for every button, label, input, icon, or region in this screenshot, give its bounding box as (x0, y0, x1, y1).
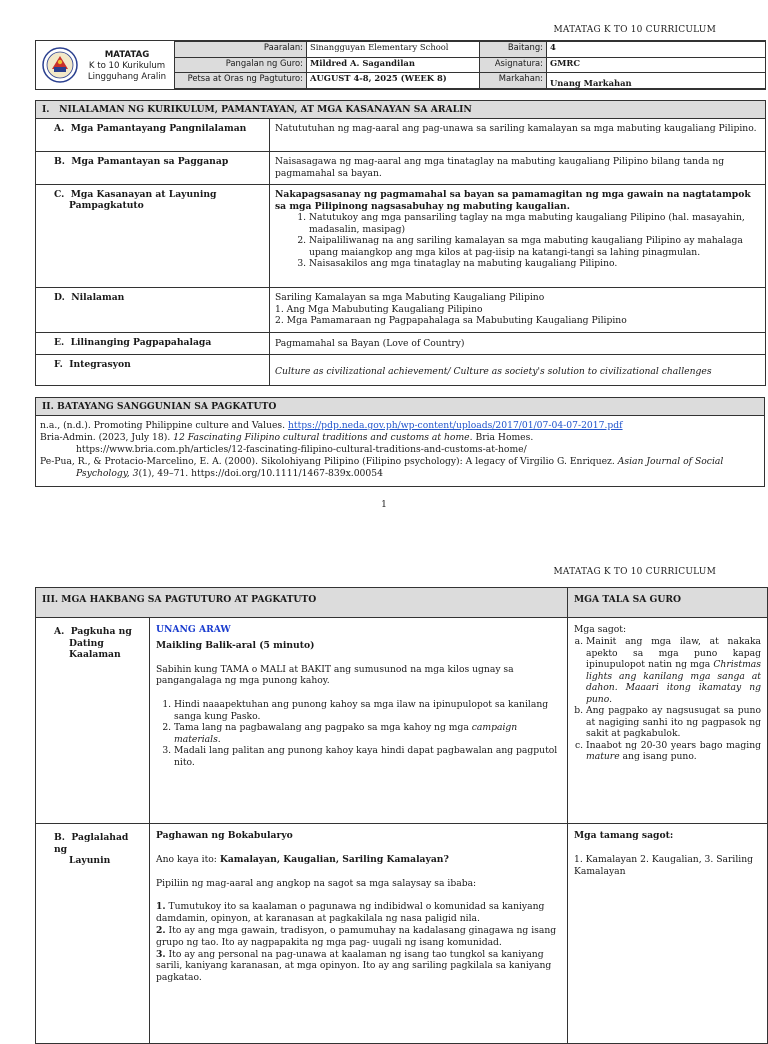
list-item: 2. Naipaliliwanag na ang sariling kamalayan sa mga mabuting kaugaliang Pilipino ay mahalaga upang maiangkop ang mga kilos at pag-iisip na katangi-tangi sa lahing pinagmulan. (309, 235, 760, 258)
ref1-text: n.a., (n.d.). Promoting Philippine culture and Values. (40, 420, 288, 431)
a-item2-tail: . (217, 733, 221, 745)
list-item (174, 722, 561, 745)
page-number: 1 (381, 500, 387, 510)
row-b-content (150, 824, 568, 1044)
a-activity: Maikling Balik-aral (5 minuto) (156, 639, 315, 651)
row-d-label: D. Nilalaman (36, 288, 270, 333)
a-note1-text: Mainit ang mga ilaw, at nakaka apekto sa mga puno kapag ipinupulopot natin ng mga (586, 636, 761, 670)
row-a-label: A. Mga Pamantayang Pangnilalaman (36, 119, 270, 152)
section-1-title: I. NILALAMAN NG KURIKULUM, PAMANTAYAN, AT MGA KASANAYAN SA ARALIN (36, 101, 766, 119)
b-item3-text: Ito ay ang personal na pag-unawa at kaalaman ng isang tao tungkol sa kaniyang sarili, kaniyang karanasan, at mga opinyon. Ito ay ang sariling pagkilala sa kaniyang pagkatao. (156, 948, 552, 984)
ref2-title: 12 Fascinating Filipino cultural traditions and customs at home (173, 432, 470, 443)
b-question-bold: Kamalayan, Kaugalian, Sariling Kamalayan? (219, 853, 449, 865)
row-c-label (36, 185, 270, 288)
b-notes-value: 1. Kamalayan 2. Kaugalian, 3. Sariling Kamalayan (574, 854, 754, 877)
row-e-label: E. Lilinanging Pagpapahalaga (36, 333, 270, 355)
notes-title: MGA TALA SA GURO (568, 588, 768, 618)
section-2-title: II. BATAYANG SANGGUNIAN SA PAGKATUTO (35, 397, 765, 416)
asignatura-value: GMRC (547, 57, 766, 73)
reference-1 (40, 420, 760, 432)
day-label: UNANG ARAW (156, 624, 231, 635)
a-note3-text: Inaabot ng 20-30 years bago maging (586, 739, 761, 751)
curriculum-header-2: MATATAG K TO 10 CURRICULUM (553, 567, 716, 577)
matatag-title: MATATAG (104, 50, 150, 60)
lingguhang-label: Lingguhang Aralin (87, 72, 167, 82)
reference-3 (40, 456, 760, 480)
b-instruction: Pipiliin ng mag-aaral ang angkop na sagot sa mga salaysay sa ibaba: (156, 877, 477, 889)
deped-seal-icon (42, 47, 78, 83)
row-f-label: F. Integrasyon (36, 355, 270, 386)
section-1 (35, 100, 765, 386)
petsa-label: Petsa at Oras ng Pagtuturo: (175, 73, 307, 89)
row-d-value (270, 288, 766, 333)
logo-cell (36, 41, 175, 89)
ref2-url: https://www.bria.com.ph/articles/12-fascinating-filipino-cultural-traditions-and-customs-at-home/ (76, 444, 527, 455)
b-item1-text: Tumutukoy ito sa kaalaman o pagunawa ng indibidwal o komunidad sa kaniyang damdamin, opinyon, at karanasan at pagkakilala ng nasa paligid nila. (156, 901, 545, 925)
a-notes-title: Mga sagot: (574, 624, 627, 635)
b-item-3 (156, 949, 561, 984)
section-2 (35, 397, 765, 487)
ref2-publisher: . Bria Homes. (469, 432, 534, 443)
row-b-label: B. Mga Pamantayan sa Pagganap (36, 152, 270, 185)
row-e-value: Pagmamahal sa Bayan (Love of Country) (270, 333, 766, 355)
row-d-intro: Sariling Kamalayan sa mga Mabuting Kaugaliang Pilipino (275, 292, 545, 303)
paaralan-value: Sinangguyan Elementary School (307, 42, 480, 58)
a-instruction: Sabihin kung TAMA o MALI at BAKIT ang sumusunod na mga kilos ugnay sa pangangalaga ng mga punong kahoy. (156, 663, 514, 687)
row-b-step-label (36, 824, 150, 1044)
b-item3-num: 3. (156, 948, 166, 960)
row-d-line-2: 2. Mga Pamamaraan ng Pagpapahalaga sa Mabubuting Kaugaliang Pilipino (275, 315, 627, 326)
row-c-value (270, 185, 766, 288)
guro-value: Mildred A. Sagandilan (307, 57, 480, 73)
curriculum-header: MATATAG K TO 10 CURRICULUM (553, 25, 716, 35)
ref3-text: Pe-Pua, R., & Protacio-Marcelino, E. A. (2000). Sikolohiyang Pilipino (Filipino psychology): A legacy of Virgilio G. Enriquez. (40, 456, 618, 467)
section-3 (35, 587, 767, 1044)
b-label-2: Layunin (69, 855, 111, 866)
markahan-value: Unang Markahan (547, 73, 766, 89)
a-note3-tail: ang isang puno. (619, 751, 697, 762)
row-a-value: Natututuhan ng mag-aaral ang pag-unawa sa sariling kamalayan sa mga mabuting kaugaliang Pilipino. (270, 119, 766, 152)
row-c-label-2: Pampagkatuto (69, 200, 144, 211)
ref3-journal: Asian Journal of Social Psychology, 3 (76, 456, 724, 479)
b-item2-text: Ito ay ang mga gawain, tradisyon, o pamumuhay na kadalasang ginagawa ng isang grupo ng tao. Ito ay nagpapakita ng mga pag- uugali ng isang komunidad. (156, 924, 557, 948)
asignatura-label: Asignatura: (480, 57, 547, 73)
b-item-1 (156, 901, 561, 925)
row-b-value: Naisasagawa ng mag-aaral ang mga tinataglay na mabuting kaugaliang Pilipino bilang tanda ng pagmamahal sa bayan. (270, 152, 766, 185)
row-b-notes (568, 824, 768, 1044)
b-activity: Paghawan ng Bokabularyo (156, 830, 293, 841)
a-item2-italic: campaign materials (174, 722, 518, 745)
a-label-1: A. Pagkuha ng (54, 626, 132, 637)
baitang-label: Baitang: (480, 42, 547, 58)
row-c-label-1: C. Mga Kasanayan at Layuning (54, 189, 217, 200)
row-a-content (150, 618, 568, 824)
b-item2-num: 2. (156, 924, 166, 936)
lesson-header (35, 40, 766, 90)
row-f-value: Culture as civilizational achievement/ Culture as society's solution to civilizational challenges (270, 355, 766, 386)
b-question-text: Ano kaya ito: (156, 853, 220, 865)
row-a-notes (568, 618, 768, 824)
page-2 (0, 540, 768, 1024)
references (35, 416, 765, 487)
b-item1-num: 1. (156, 901, 166, 913)
a-label-3: Kaalaman (69, 649, 121, 660)
b-question (156, 854, 561, 866)
baitang-value: 4 (547, 42, 766, 58)
kurikulum-label: K to 10 Kurikulum (88, 61, 166, 71)
ref3-tail: (1), 49–71. https://doi.org/10.1111/1467-839x.00054 (138, 468, 383, 479)
list-item (586, 636, 761, 705)
list-item: 1. Natutukoy ang mga pansariling taglay na mga mabuting kaugaliang Pilipino (hal. masayahin, madasalin, masipag) (309, 212, 760, 235)
row-c-list (275, 212, 760, 270)
a-list (156, 699, 561, 768)
b-label-1: B. Paglalahad ng (54, 832, 129, 855)
ref2-text: Bria-Admin. (2023, July 18). (40, 432, 174, 443)
a-notes-list (574, 636, 761, 763)
guro-label: Pangalan ng Guro: (175, 57, 307, 73)
list-item: 1. Hindi naaapektuhan ang punong kahoy sa mga ilaw na ipinupulopot sa kanilang sanga kung Pasko. (174, 699, 561, 722)
a-item2-text: Tama lang na pagbawalang ang pagpako sa mga kahoy ng mga (174, 722, 472, 734)
list-item: b. Ang pagpako ay nagsusugat sa puno at nagiging sanhi ito ng pagpasok ng sakit at pagkabulok. (586, 705, 761, 740)
list-item (586, 740, 761, 763)
b-item-2 (156, 925, 561, 949)
list-item: 3. Madali lang palitan ang punong kahoy kaya hindi dapat pagbawalan ang pagputol nito. (174, 745, 561, 768)
page-1 (0, 0, 768, 520)
reference-2 (40, 432, 760, 456)
row-c-intro: Nakapagsasanay ng pagmamahal sa bayan sa pamamagitan ng mga gawain na nagtatampok sa mga Pilipinong nagsasabuhay ng mabuting kaugalian. (275, 189, 751, 212)
markahan-label: Markahan: (480, 73, 547, 89)
a-note3-italic: mature (586, 751, 620, 762)
info-table (174, 41, 765, 89)
logo-text (82, 50, 172, 83)
list-item: 3. Naisasakilos ang mga tinataglay na mabuting kaugaliang Pilipino. (309, 258, 760, 270)
a-note1-italic: Christmas lights ang kanilang mga sanga at dahon. Maaari itong ikamatay ng puno. (586, 659, 761, 705)
paaralan-label: Paaralan: (175, 42, 307, 58)
a-label-2: Dating (69, 637, 104, 649)
row-a-step-label (36, 618, 150, 824)
row-d-line-1: 1. Ang Mga Mabubuting Kaugaliang Pilipino (275, 303, 483, 315)
petsa-value: AUGUST 4-8, 2025 (WEEK 8) (307, 73, 480, 89)
b-notes-title: Mga tamang sagot: (574, 830, 674, 841)
section-3-title: III. MGA HAKBANG SA PAGTUTURO AT PAGKATUTO (36, 588, 568, 618)
ref1-link[interactable]: https://pdp.neda.gov.ph/wp-content/uploads/2017/01/07-04-07-2017.pdf (288, 420, 623, 431)
